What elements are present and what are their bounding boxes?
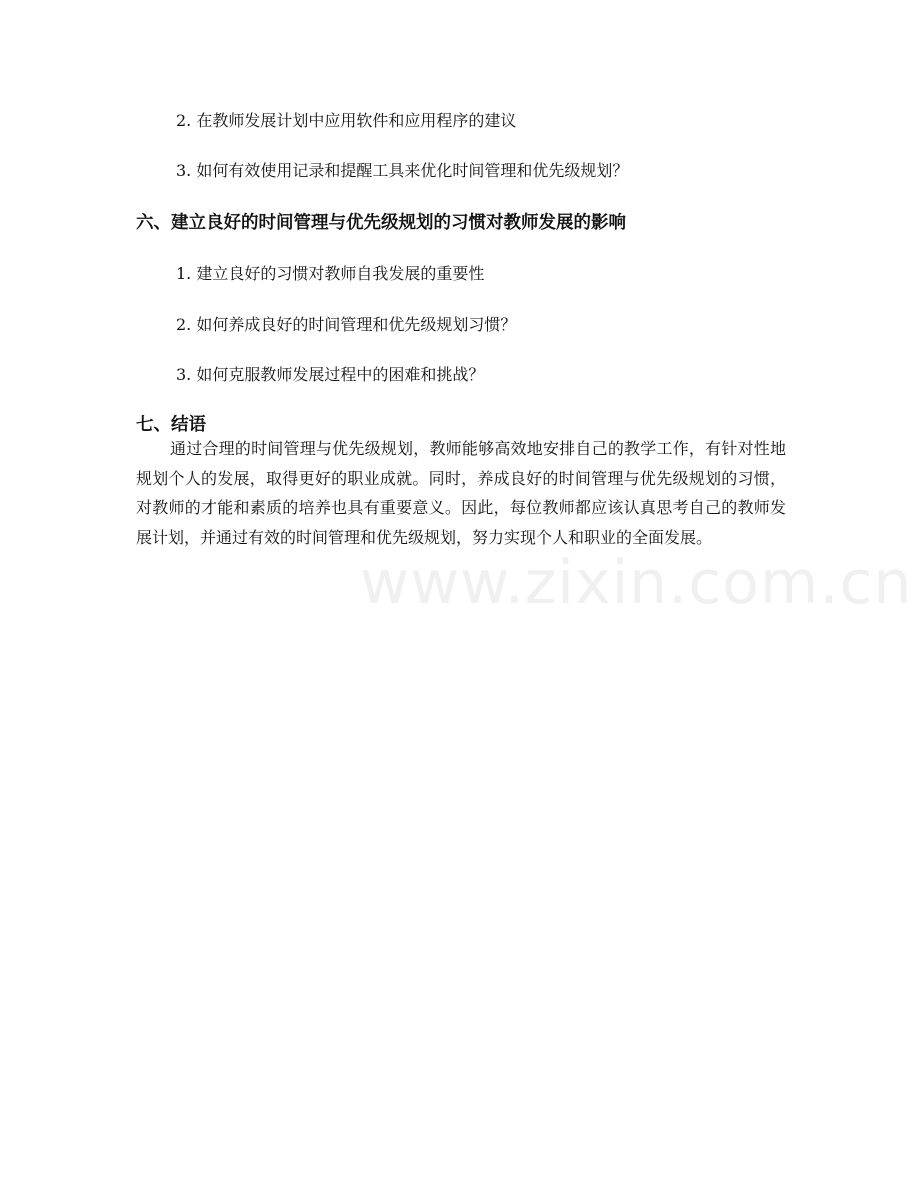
list-item: 2. 在教师发展计划中应用软件和应用程序的建议 [176,111,517,130]
list-item: 1. 建立良好的习惯对教师自我发展的重要性 [176,264,485,283]
section-heading: 七、结语 [136,415,206,435]
list-item: 3. 如何有效使用记录和提醒工具来优化时间管理和优先级规划？ [176,161,629,180]
conclusion-paragraph: 通过合理的时间管理与优先级规划，教师能够高效地安排自己的教学工作，有针对性地规划个人的发展，取得更好的职业成就。同时，养成良好的时间管理与优先级规划的习惯，对教师的才能和素质的培养也具有重要意义。因此，每位教师都应该认真思考自己的教师发展计划，并通过有效的时间管理和优先级规划，努力实现个人和职业的全面发展。 [136,439,786,547]
list-item: 2. 如何养成良好的时间管理和优先级规划习惯？ [176,315,517,334]
list-item: 3. 如何克服教师发展过程中的困难和挑战？ [176,365,485,384]
watermark: www.zixin.com.cn [360,548,913,618]
section-heading: 六、建立良好的时间管理与优先级规划的习惯对教师发展的影响 [136,213,626,233]
